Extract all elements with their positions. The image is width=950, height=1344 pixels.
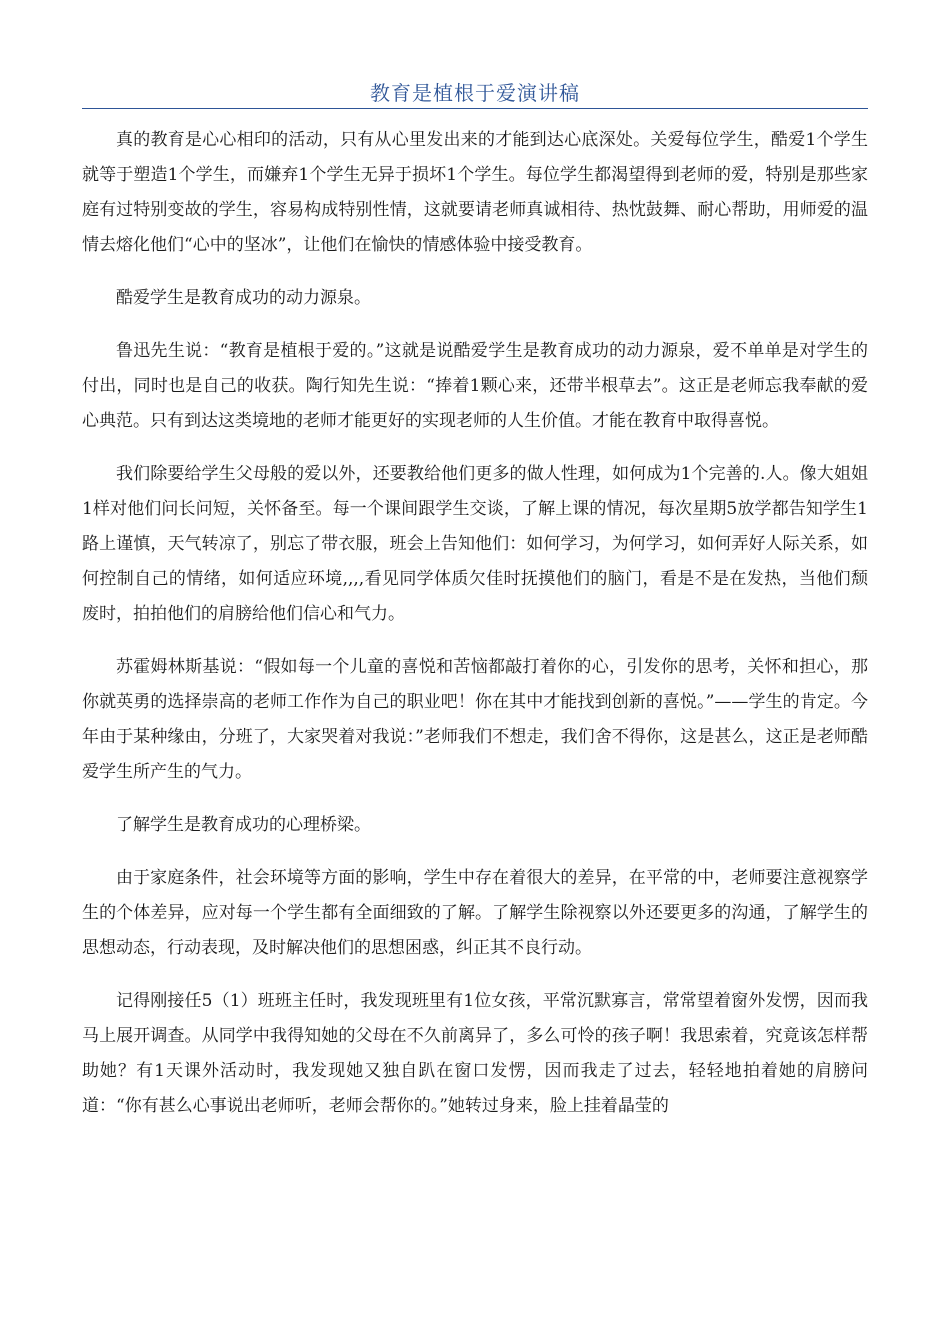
- document-body: [82, 123, 868, 1124]
- page-header-title: 教育是植根于爱演讲稿: [82, 78, 868, 109]
- body-paragraph: 鲁迅先生说：“教育是植根于爱的。”这就是说酷爱学生是教育成功的动力源泉，爱不单单是对学生的付出，同时也是自己的收获。陶行知先生说：“捧着1颗心来，还带半根草去”。这正是老师忘我奉献的爱心典范。只有到达这类境地的老师才能更好的实现老师的人生价值。才能在教育中取得喜悦。: [82, 341, 868, 431]
- body-paragraph: 记得刚接任5（1）班班主任时，我发现班里有1位女孩，平常沉默寡言，常常望着窗外发愣，因而我马上展开调查。从同学中我得知她的父母在不久前离异了，多么可怜的孩子啊！我思索着，究竟该怎样帮助她？有1天课外活动时，我发现她又独自趴在窗口发愣，因而我走了过去，轻轻地拍着她的肩膀问道：“你有甚么心事说出老师听，老师会帮你的。”她转过身来，脸上挂着晶莹的: [82, 991, 868, 1116]
- body-paragraph: 由于家庭条件，社会环境等方面的影响，学生中存在着很大的差异，在平常的中，老师要注意视察学生的个体差异，应对每一个学生都有全面细致的了解。了解学生除视察以外还要更多的沟通，了解学生的思想动态，行动表现，及时解决他们的思想困惑，纠正其不良行动。: [82, 868, 868, 958]
- body-paragraph: 真的教育是心心相印的活动，只有从心里发出来的才能到达心底深处。关爱每位学生，酷爱1个学生就等于塑造1个学生，而嫌弃1个学生无异于损坏1个学生。每位学生都渴望得到老师的爱，特别是那些家庭有过特别变故的学生，容易构成特别性情，这就要请老师真诚相待、热忱鼓舞、耐心帮助，用师爱的温情去熔化他们“心中的坚冰”，让他们在愉快的情感体验中接受教育。: [82, 130, 868, 255]
- section-heading-paragraph: 酷爱学生是教育成功的动力源泉。: [116, 288, 371, 308]
- body-paragraph: 苏霍姆林斯基说：“假如每一个儿童的喜悦和苦恼都敲打着你的心，引发你的思考，关怀和担心，那你就英勇的选择崇高的老师工作作为自己的职业吧！你在其中才能找到创新的喜悦。”——学生的肯定。今年由于某种缘由，分班了，大家哭着对我说：”老师我们不想走，我们舍不得你，这是甚么，这正是老师酷爱学生所产生的气力。: [82, 657, 868, 782]
- body-paragraph: 我们除要给学生父母般的爱以外，还要教给他们更多的做人性理，如何成为1个完善的.人。像大姐姐1样对他们问长问短，关怀备至。每一个课间跟学生交谈，了解上课的情况，每次星期5放学都告知学生1路上谨慎，天气转凉了，别忘了带衣服，班会上告知他们：如何学习，为何学习，如何弄好人际关系，如何控制自己的情绪，如何适应环境,,,,看见同学体质欠佳时抚摸他们的脑门，看是不是在发热，当他们颓废时，拍拍他们的肩膀给他们信心和气力。: [82, 464, 868, 624]
- section-heading-paragraph: 了解学生是教育成功的心理桥梁。: [116, 815, 371, 835]
- document-page: [82, 78, 868, 1142]
